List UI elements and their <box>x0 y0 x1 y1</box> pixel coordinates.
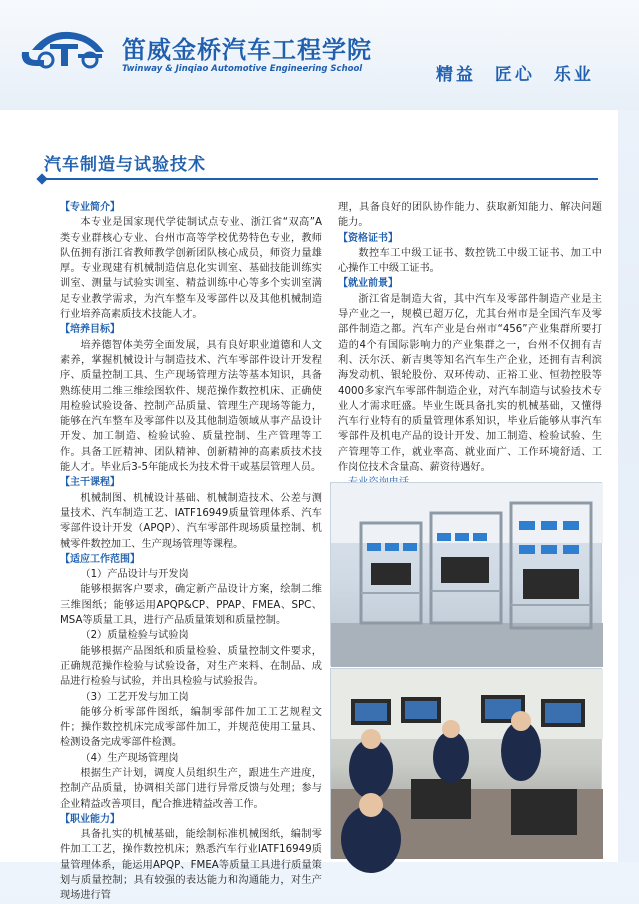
job-heading: 【就业前景】 <box>338 278 398 290</box>
course-heading: 【主干课程】 <box>60 477 120 489</box>
cert-text: 数控车工中级工证书、数控铣工中级工证书、加工中心操作工中级工证书。 <box>338 247 602 275</box>
goal-heading: 【培养目标】 <box>60 324 120 336</box>
scope-2-text: 能够根据产品图纸和质量检验、质量控制文件要求，正确规范操作检验与试验设备，对生产来料、在制品、成品进行检验与试验，并出具检验与试验报告。 <box>60 645 322 688</box>
scope-1-title: （1）产品设计与开发岗 <box>80 569 189 581</box>
scope-4-title: （4）生产现场管理岗 <box>80 752 179 764</box>
right-column <box>338 200 602 506</box>
goal-text: 培养德智体美劳全面发展，具有良好职业道德和人文素养，掌握机械设计与制造技术、汽车零部件设计开发程序、质量控制工具、生产现场管理方法等基本知识，具备熟练使用二维三维绘图软件、规范操作数控机床、正确使用检验试验设备、控制产品质量、管理生产现场等能力，能够在汽车整车及零部件以及其他制造领域从事产品设计开发、加工制造、检验试验、质量控制、生产管理等工作。具备工匠精神、团队精神、创新精神的高素质技术技能人才。毕业后3-5年能成长为技术骨干或基层管理人员。 <box>60 339 322 474</box>
students-computer-lab-photo <box>330 668 602 858</box>
header <box>0 0 639 110</box>
classroom-illustration <box>331 669 603 859</box>
page-title: 汽车制造与试验技术 <box>44 155 206 175</box>
scope-1-text: 能够根据客户要求，确定新产品设计方案，绘制二维三维图纸；能够运用APQP&CP、PPAP、FMEA、SPC、MSA等质量工具，进行产品质量策划和质量控制。 <box>60 584 322 627</box>
cert-heading: 【资格证书】 <box>338 232 398 244</box>
scope-3-text: 能够分析零部件图纸，编制零部件加工工艺规程文件；操作数控机床完成零部件加工，并规范使用工量具、检测设备完成零部件检测。 <box>60 706 322 749</box>
title-divider <box>38 178 598 180</box>
workshop-illustration <box>331 483 603 667</box>
scope-3-title: （3）工艺开发与加工岗 <box>80 691 189 703</box>
automotive-training-workshop-photo <box>330 482 602 666</box>
left-column <box>60 200 322 904</box>
job-text: 浙江省是制造大省，其中汽车及零部件制造产业是主导产业之一，规模已超万亿，尤其台州市是全国汽车及零部件制造之都。汽车产业是台州市“456”产业集群所要打造的4个有国际影响力的产业集群之一，台州不仅拥有吉利、沃尔沃、新吉奥等知名汽车生产企业，还拥有吉利滨海发动机、银轮股份、双环传动、正裕工业、恒勃控股等4000多家汽车零部件制造企业，对汽车制造与试验技术专业人才需求旺盛。毕业生既具备扎实的机械基础，又懂得汽车行业特有的质量管理体系知识，毕业后能够从事汽车零部件及机电产品的设计开发、加工制造、检验试验、生产管理等工作，就业率高、就业面广、工作环境舒适、工作岗位技术含量高、薪资待遇好。 <box>338 293 602 474</box>
scope-2-title: （2）质量检验与试验岗 <box>80 630 189 642</box>
intro-heading: 【专业简介】 <box>60 202 120 213</box>
school-logo <box>18 22 110 72</box>
ability-text-continued: 理，具备良好的团队协作能力、获取新知能力、解决问题能力。 <box>338 202 602 229</box>
ability-text: 具备扎实的机械基础，能绘制标准机械图纸，编制零件加工工艺，操作数控机床；熟悉汽车行业IATF16949质量管理体系，能运用APQP、FMEA等质量工具进行质量策划与质量控制；具有较强的表达能力和沟通能力，对生产现场进行管 <box>60 829 322 902</box>
ability-heading: 【职业能力】 <box>60 813 120 825</box>
intro-text: 本专业是国家现代学徒制试点专业、浙江省“双高”A类专业群核心专业、台州市高等学校优势特色专业，教师队伍拥有浙江省教师教学创新团队核心成员，师资力量雄厚。专业现建有机械制造信息化实训室、基础技能训练实训室、测量与试验实训室、精益训练中心等多个实训室满足专业教学需求，为汽车整车及零部件以及其他机械制造行业培养高素质技术技能人才。 <box>60 217 322 321</box>
scope-heading: 【适应工作范围】 <box>60 553 140 565</box>
scope-4-text: 根据生产计划，调度人员组织生产，跟进生产进度，控制产品质量，协调相关部门进行异常反馈与处理；参与企业精益改善项目，配合推进精益改善工作。 <box>60 767 322 810</box>
school-name-cn: 笛威金桥汽车工程学院 <box>122 36 372 64</box>
school-name-en: Twinway & Jinqiao Automotive Engineering School <box>122 64 363 74</box>
school-motto: 精益 匠心 乐业 <box>436 65 594 85</box>
course-text: 机械制图、机械设计基础、机械制造技术、公差与测量技术、汽车制造工艺、IATF16949质量管理体系、汽车零部件设计开发（APQP）、汽车零部件现场质量控制、机械零件数控加工、生产现场管理等课程。 <box>60 492 322 550</box>
